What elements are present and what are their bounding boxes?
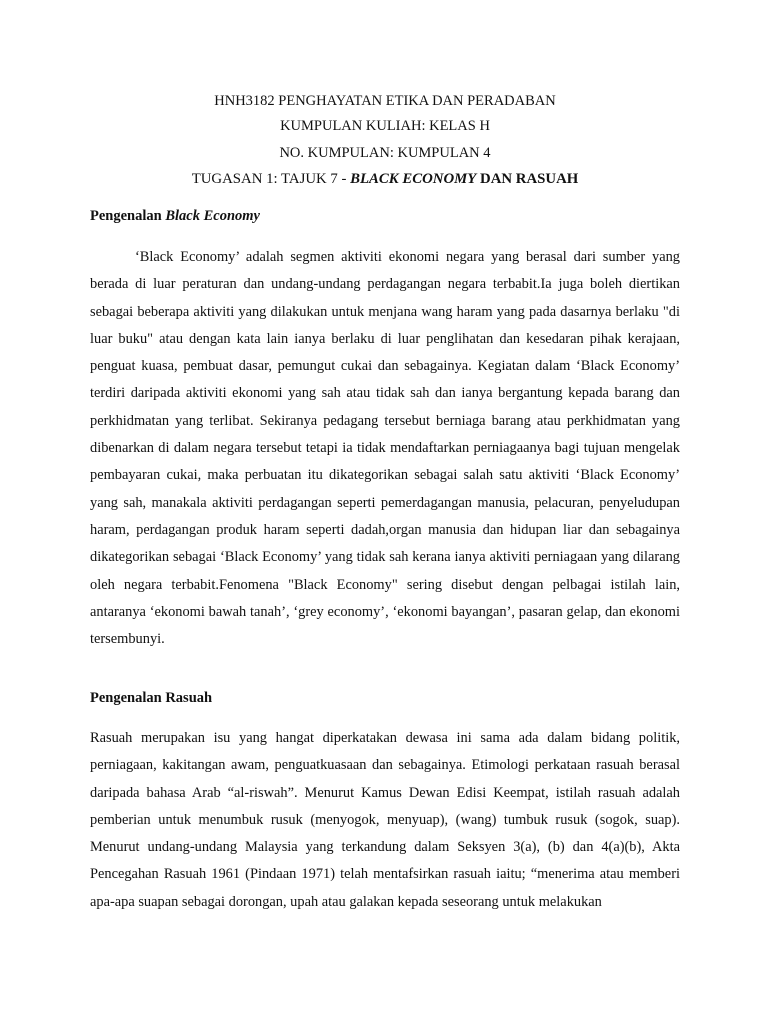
assignment-title [90, 170, 680, 188]
class-group: KUMPULAN KULIAH: KELAS H [280, 118, 490, 134]
section-heading-emphasis: Black Economy [165, 208, 260, 224]
assignment-title-emphasis: BLACK ECONOMY [350, 171, 477, 187]
black-economy-paragraph: ‘Black Economy’ adalah segmen aktiviti ekonomi negara yang berasal dari sumber yang berada di luar peraturan dan undang-undang perdagangan negara terbabit.Ia juga boleh diertikan sebagai beberapa aktiviti yang dilakukan untuk menjana wang haram yang pada dasarnya berlaku "di luar buku" atau dengan kata lain ianya berlaku di luar penglihatan dan kesedaran pihak kerajaan, penguat kuasa, pembuat dasar, pemungut cukai dan sebagainya. Kegiatan dalam ‘Black Economy’ terdiri daripada aktiviti ekonomi yang sah atau tidak sah dan ianya bergantung kepada barang dan perkhidmatan yang terlibat. Sekiranya pedagang tersebut berniaga barang atau perkhidmatan yang dibenarkan di dalam negara tersebut tetapi ia tidak mendaftarkan perniagaanya bagi tujuan mengelak pembayaran cukai, maka perbuatan itu dikategorikan sebagai salah satu aktiviti ‘Black Economy’ yang sah, manakala aktiviti perdagangan seperti pemerdagangan manusia, pelacuran, penyeludupan haram, perdagangan produk haram seperti dadah,organ manusia dan hidupan liar dan sebagainya dikategorikan sebagai ‘Black Economy’ yang tidak sah kerana ianya aktiviti perniagaan yang dilarang oleh negara terbabit.Fenomena "Black Economy" sering disebut dengan pelbagai istilah lain, antaranya ‘ekonomi bawah tanah’, ‘grey economy’, ‘ekonomi bayangan’, pasaran gelap, dan ekonomi tersembunyi. [90, 249, 680, 648]
section-heading-prefix: Pengenalan [90, 208, 166, 224]
section-heading-rasuah: Pengenalan Rasuah [90, 690, 213, 706]
assignment-title-suffix: DAN RASUAH [476, 171, 579, 187]
rasuah-paragraph: Rasuah merupakan isu yang hangat diperkatakan dewasa ini sama ada dalam bidang politik, perniagaan, kakitangan awam, penguatkuasaan dan sebagainya. Etimologi perkataan rasuah berasal daripada bahasa Arab “al-riswah”. Menurut Kamus Dewan Edisi Keempat, istilah rasuah adalah pemberian untuk menumbuk rusuk (menyogok, menyuap), (wang) tumbuk rusuk (sogok, suap). Menurut undang-undang Malaysia yang terkandung dalam Seksyen 3(a), (b) dan 4(a)(b), Akta Pencegahan Rasuah 1961 (Pindaan 1971) telah mentafsirkan rasuah iaitu; “menerima atau memberi apa-apa suapan sebagai dorongan, upah atau galakan kepada seseorang untuk melakukan [90, 730, 680, 910]
course-title: HNH3182 PENGHAYATAN ETIKA DAN PERADABAN [214, 93, 556, 109]
assignment-title-prefix: TUGASAN 1: TAJUK 7 - [191, 171, 351, 187]
document-page [90, 0, 680, 1024]
group-number: NO. KUMPULAN: KUMPULAN 4 [279, 145, 491, 161]
section-heading-black-economy [90, 207, 260, 225]
